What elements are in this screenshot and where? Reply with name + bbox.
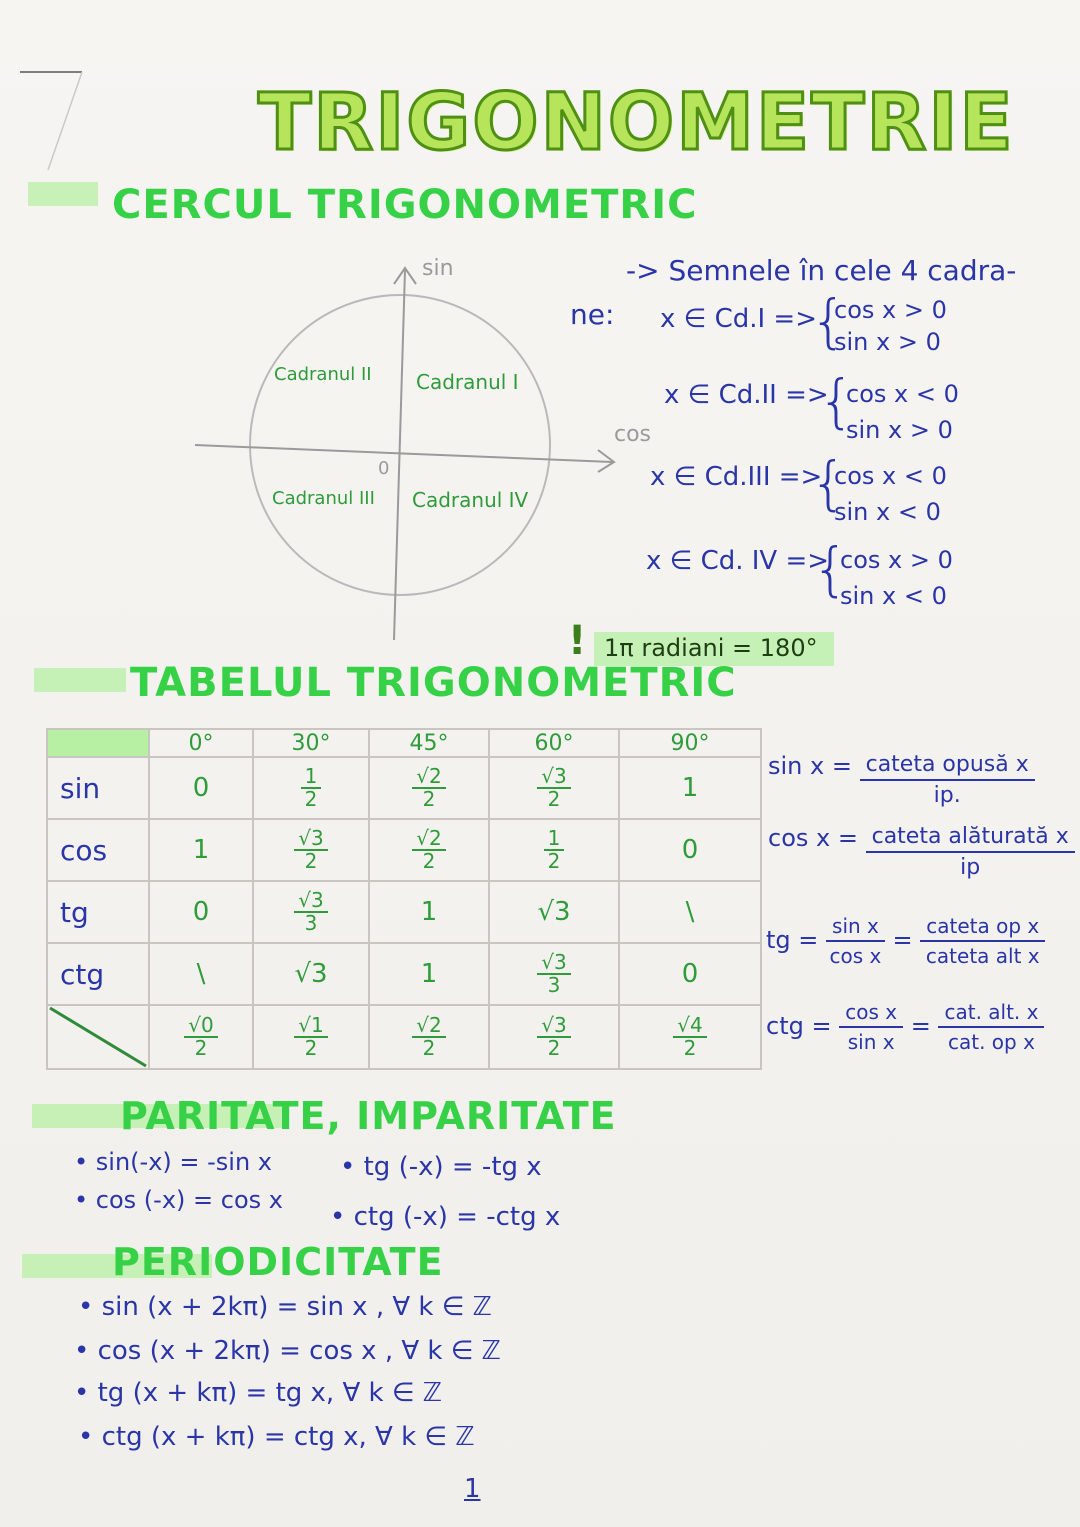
angle-header: 60° [489,729,619,757]
fraction-numerator: 1 [544,828,565,851]
quadrant-2-label: Cadranul II [274,364,372,385]
tg-def-fraction-2 [920,914,1045,968]
fraction-numerator: √4 [673,1015,706,1038]
table-cell [369,757,489,819]
fraction-denominator: 3 [547,973,561,997]
cell-value: √3 [294,959,328,989]
table-cell [253,819,369,881]
sign-row-4-sin: sin x < 0 [840,582,947,610]
cell-value: √3 [537,897,571,927]
fraction-denominator: 2 [304,787,318,811]
tg-definition [766,914,1045,968]
sin-def-fraction [860,752,1035,808]
fraction-numerator: √3 [294,890,327,913]
sin-axis-label: sin [422,256,454,281]
ctg-def-num2: cat. alt. x [938,1000,1044,1028]
cell-fraction [537,766,570,810]
cos-def-den: ip [960,855,981,880]
cell-fraction [294,890,327,934]
origin-label: 0 [378,458,390,479]
sign-row-3-lhs: x ∈ Cd.III => [650,462,823,492]
cell-value: 0 [681,959,699,989]
periodicity-item-4: • ctg (x + kπ) = ctg x, ∀ k ∈ ℤ [78,1422,475,1452]
ctg-def-den2: cat. op x [948,1030,1035,1054]
fraction-numerator: √2 [412,828,445,851]
quadrant-3-label: Cadranul III [272,488,375,509]
cell-fraction [412,828,445,872]
table-cell [489,757,619,819]
table-cell [369,1005,489,1069]
sin-def-lhs: sin x = [768,752,852,780]
fraction-numerator: √1 [294,1015,327,1038]
cell-fraction [537,1015,570,1059]
table-cell [619,881,761,943]
sin-definition [768,752,1035,808]
fraction-denominator: 2 [547,1036,561,1060]
fraction-numerator: √3 [537,766,570,789]
fraction-denominator: 2 [547,849,561,873]
sin-axis [394,270,405,640]
row-label: tg [47,881,149,943]
sin-def-num: cateta opusă x [860,752,1035,781]
angle-header: 90° [619,729,761,757]
sign-row-3-sin: sin x < 0 [834,498,941,526]
table-heading: TABELUL TRIGONOMETRIC [130,660,737,706]
tg-def-lhs: tg = [766,926,819,954]
tg-def-eq: = [892,926,913,954]
signs-intro-cont: ne: [570,298,615,331]
angle-header: 0° [149,729,253,757]
ctg-def-num1: cos x [839,1000,903,1028]
fraction-numerator: √3 [537,952,570,975]
fraction-numerator: √2 [412,766,445,789]
fraction-numerator: √2 [412,1015,445,1038]
ctg-def-fraction-1 [839,1000,903,1054]
angle-header: 30° [253,729,369,757]
table-cell [489,1005,619,1069]
cell-value: 0 [192,897,210,927]
row-label: cos [47,819,149,881]
fraction-denominator: 2 [422,787,436,811]
fraction-numerator: √3 [537,1015,570,1038]
sign-row-1-cos: cos x > 0 [834,296,947,324]
table-cell [149,1005,253,1069]
cell-value: 1 [420,897,438,927]
diagonal-line [48,1006,148,1068]
cos-def-fraction [866,824,1075,880]
fraction-denominator: 2 [304,849,318,873]
ctg-definition [766,1000,1044,1054]
cell-fraction [412,766,445,810]
cell-fraction [184,1015,217,1059]
fraction-denominator: 2 [422,849,436,873]
table-cell [619,1005,761,1069]
table-cell [149,943,253,1005]
cell-value: 0 [681,835,699,865]
table-cell [253,757,369,819]
sign-row-4-cos: cos x > 0 [840,546,953,574]
table-cell [369,881,489,943]
cos-def-num: cateta alăturată x [866,824,1075,853]
table-cell [619,757,761,819]
cell-value: \ [685,897,695,927]
warning-icon: ! [568,618,587,664]
tg-def-den1: cos x [829,944,882,968]
table-cell [253,1005,369,1069]
brace-icon: { [810,449,847,517]
angle-header: 45° [369,729,489,757]
table-cell [149,819,253,881]
fraction-numerator: 1 [301,766,322,789]
cell-fraction [544,828,565,872]
quadrant-1-label: Cadranul I [416,370,519,394]
sign-row-1-sin: sin x > 0 [834,328,941,356]
parity-right-1: • tg (-x) = -tg x [340,1152,542,1182]
cell-fraction [294,1015,327,1059]
sign-row-2-lhs: x ∈ Cd.II => [664,380,829,410]
fraction-denominator: 2 [547,787,561,811]
table-row [47,1005,761,1069]
cos-def-lhs: cos x = [768,824,858,852]
table-cell [619,819,761,881]
fraction-numerator: √0 [184,1015,217,1038]
table-row [47,757,761,819]
ctg-def-lhs: ctg = [766,1012,832,1040]
tg-def-den2: cateta alt x [925,944,1040,968]
fraction-numerator: √3 [294,828,327,851]
brace-icon: { [812,535,849,603]
table-cell [369,819,489,881]
radian-note: 1π radiani = 180° [604,634,818,662]
table-row [47,819,761,881]
cell-fraction [673,1015,706,1059]
highlight-mark [34,668,126,692]
table-row [47,881,761,943]
fraction-denominator: 2 [304,1036,318,1060]
diagonal-cell [47,1005,149,1069]
sign-row-3-cos: cos x < 0 [834,462,947,490]
fraction-denominator: 2 [422,1036,436,1060]
periodicity-item-2: • cos (x + 2kπ) = cos x , ∀ k ∈ ℤ [74,1336,502,1366]
tg-def-num1: sin x [826,914,885,942]
fraction-denominator: 3 [304,911,318,935]
cell-fraction [537,952,570,996]
sin-def-den: ip. [933,783,961,808]
parity-right-2: • ctg (-x) = -ctg x [330,1202,561,1232]
trig-table [46,728,762,1070]
highlight-mark [28,182,98,206]
table-cell [369,943,489,1005]
row-label: sin [47,757,149,819]
sign-row-2-cos: cos x < 0 [846,380,959,408]
table-cell [489,881,619,943]
cell-value: 1 [681,773,699,803]
sign-row-4-lhs: x ∈ Cd. IV => [646,546,830,576]
cos-definition [768,824,1075,880]
cell-fraction [294,828,327,872]
tg-def-num2: cateta op x [920,914,1045,942]
table-row [47,943,761,1005]
table-cell [489,819,619,881]
table-cell [149,757,253,819]
cell-value: 0 [192,773,210,803]
signs-intro: -> Semnele în cele 4 cadra- [626,254,1017,287]
cell-value: \ [196,959,206,989]
table-cell [619,943,761,1005]
table-cell [253,881,369,943]
table-cell [253,943,369,1005]
cell-fraction [412,1015,445,1059]
cell-value: 1 [192,835,210,865]
corner-marks [0,0,120,180]
row-label: ctg [47,943,149,1005]
cell-value: 1 [420,959,438,989]
periodicity-item-1: • sin (x + 2kπ) = sin x , ∀ k ∈ ℤ [78,1292,493,1322]
page-number: 1 [464,1474,481,1504]
fraction-denominator: 2 [683,1036,697,1060]
periodicity-item-3: • tg (x + kπ) = tg x, ∀ k ∈ ℤ [74,1378,443,1408]
table-corner [47,729,149,757]
ctg-def-fraction-2 [938,1000,1044,1054]
brace-icon: { [818,367,855,435]
sign-row-2-sin: sin x > 0 [846,416,953,444]
cell-fraction [301,766,322,810]
periodicity-heading: PERIODICITATE [112,1240,444,1284]
quadrant-4-label: Cadranul IV [412,488,529,512]
circle-heading: CERCUL TRIGONOMETRIC [112,182,698,228]
page-title: TRIGONOMETRIE [258,78,1015,168]
parity-heading: PARITATE, IMPARITATE [120,1094,617,1138]
fraction-denominator: 2 [194,1036,208,1060]
ctg-def-eq: = [910,1012,931,1040]
tg-def-fraction-1 [826,914,885,968]
parity-left-2: • cos (-x) = cos x [74,1186,283,1214]
brace-icon: { [810,287,847,355]
ctg-def-den1: sin x [847,1030,895,1054]
table-cell [489,943,619,1005]
parity-left-1: • sin(-x) = -sin x [74,1148,272,1176]
sign-row-1-lhs: x ∈ Cd.I => [660,304,817,334]
table-cell [149,881,253,943]
cos-axis-label: cos [614,422,652,447]
